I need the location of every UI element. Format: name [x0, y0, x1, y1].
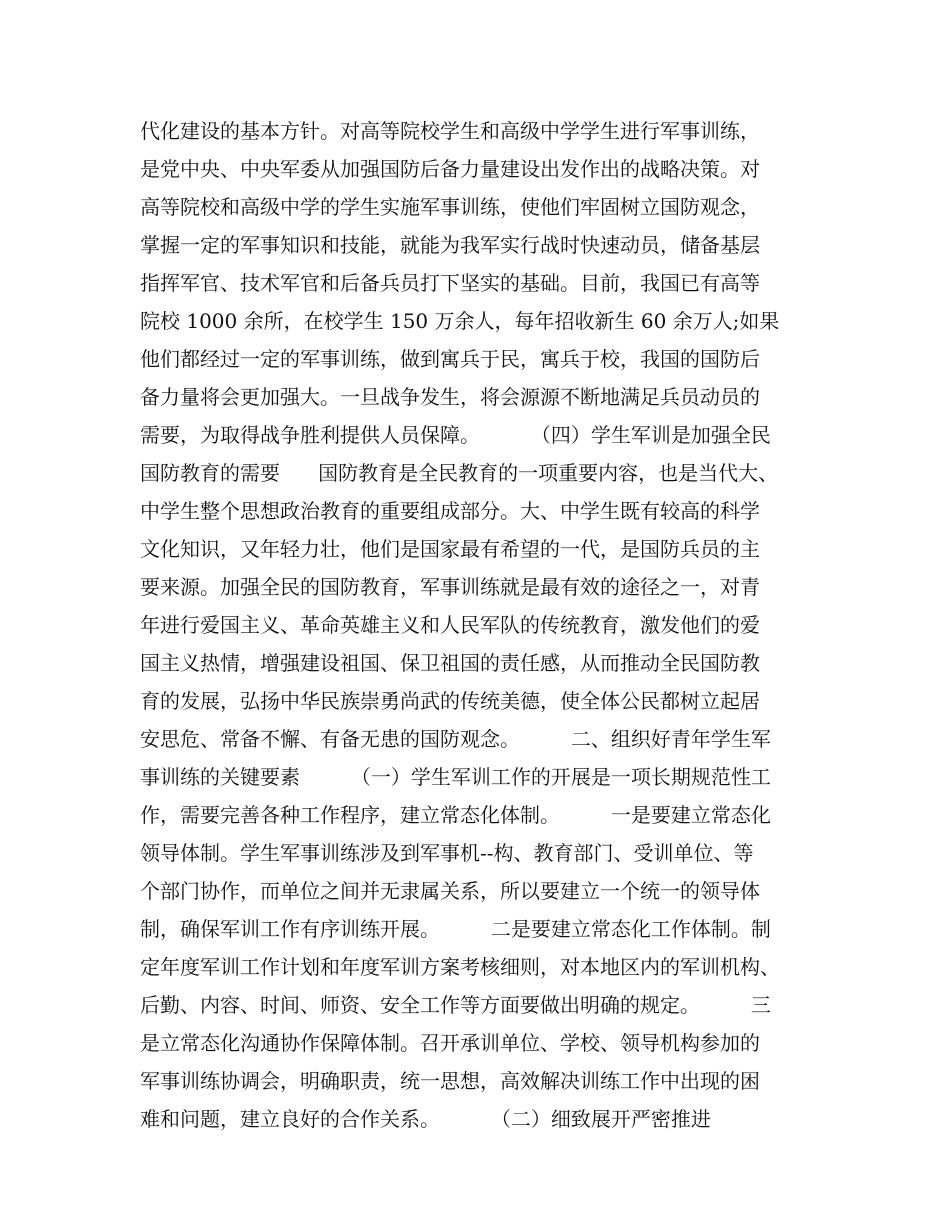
text-line: 文化知识，又年轻力壮，他们是国家最有希望的一代，是国防兵员的主 [140, 537, 760, 561]
text-line: 作，需要完善各种工作程序，建立常态化体制。 一是要建立常态化 [140, 803, 771, 827]
text-line: 中学生整个思想政治教育的重要组成部分。大、中学生既有较高的科学 [140, 499, 760, 523]
text-line: 国防教育的需要 国防教育是全民教育的一项重要内容，也是当代大、 [140, 461, 779, 485]
text-line: 个部门协作，而单位之间并无隶属关系，所以要建立一个统一的领导体 [140, 879, 760, 903]
text-line: 安思危、常备不懈、有备无患的国防观念。 二、组织好青年学生军 [140, 727, 771, 751]
text-line: 后勤、内容、时间、师资、安全工作等方面要做出明确的规定。 三 [140, 993, 771, 1017]
text-line: 难和问题，建立良好的合作关系。 （二）细致展开严密推进 [140, 1107, 711, 1131]
text-line: 代化建设的基本方针。对高等院校学生和高级中学学生进行军事训练， [140, 119, 760, 143]
text-line: 是党中央、中央军委从加强国防后备力量建设出发作出的战略决策。对 [140, 157, 760, 181]
text-line: 他们都经过一定的军事训练，做到寓兵于民，寓兵于校，我国的国防后 [140, 347, 760, 371]
text-line: 年进行爱国主义、革命英雄主义和人民军队的传统教育，激发他们的爱 [140, 613, 760, 637]
text-line: 军事训练协调会，明确职责，统一思想，高效解决训练工作中出现的困 [140, 1069, 760, 1093]
text-line: 定年度军训工作计划和年度军训方案考核细则，对本地区内的军训机构、 [140, 955, 780, 979]
text-line: 高等院校和高级中学的学生实施军事训练，使他们牢固树立国防观念， [140, 195, 760, 219]
text-line: 院校 1000 余所，在校学生 150 万余人，每年招收新生 60 余万人;如果 [140, 309, 780, 333]
text-line: 要来源。加强全民的国防教育，军事训练就是最有效的途径之一，对青 [140, 575, 760, 599]
text-line: 是立常态化沟通协作保障体制。召开承训单位、学校、领导机构参加的 [140, 1031, 760, 1055]
body-text [140, 112, 840, 1138]
text-line: 制，确保军训工作有序训练开展。 二是要建立常态化工作体制。制 [140, 917, 771, 941]
text-line: 事训练的关键要素 （一）学生军训工作的开展是一项长期规范性工 [140, 765, 771, 789]
text-line: 国主义热情，增强建设祖国、保卫祖国的责任感，从而推动全民国防教 [140, 651, 760, 675]
text-line: 掌握一定的军事知识和技能，就能为我军实行战时快速动员，储备基层 [140, 233, 760, 257]
text-line: 需要，为取得战争胜利提供人员保障。 （四）学生军训是加强全民 [140, 423, 771, 447]
text-line: 指挥军官、技术军官和后备兵员打下坚实的基础。目前，我国已有高等 [140, 271, 760, 295]
text-line: 领导体制。学生军事训练涉及到军事机--构、教育部门、受训单位、等 [140, 841, 754, 865]
text-line: 备力量将会更加强大。一旦战争发生，将会源源不断地满足兵员动员的 [140, 385, 760, 409]
text-line: 育的发展，弘扬中华民族崇勇尚武的传统美德，使全体公民都树立起居 [140, 689, 760, 713]
